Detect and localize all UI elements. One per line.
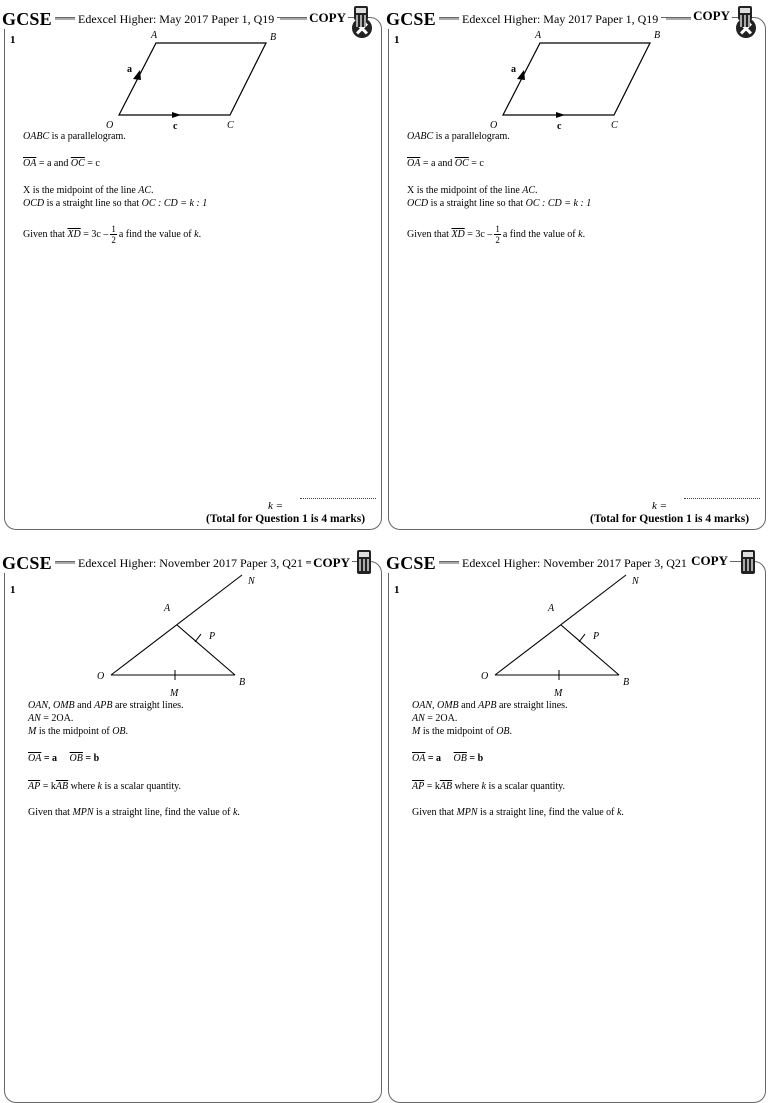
text-vectors: $\overline{OA} = a$ and $\overline{OC} = c$ <box>23 158 100 169</box>
label-B: B <box>270 32 277 43</box>
svg-text:C: C <box>611 120 618 131</box>
question-number: 1 <box>394 584 400 596</box>
svg-text:P: P <box>209 631 216 642</box>
question-card-q21-right <box>384 544 768 1064</box>
text-midpoint: X is the midpoint of the line AC. <box>407 185 538 196</box>
label-A: A <box>151 30 158 41</box>
svg-text:A: A <box>535 30 542 41</box>
text-vectors: $\overline{OA} = a$ $\overline{OB} = b$ <box>412 753 484 764</box>
label-C: C <box>227 120 234 131</box>
svg-text:M: M <box>170 688 179 699</box>
triangle-diagram <box>0 544 384 714</box>
text-straight-lines: OAN, OMB and APB are straight lines. <box>28 700 184 711</box>
svg-text:O: O <box>97 671 105 682</box>
gcse-brand: GCSE <box>386 9 439 29</box>
answer-line[interactable] <box>300 498 376 499</box>
copy-label: COPY <box>693 8 730 23</box>
parallelogram-shape <box>119 43 266 115</box>
text-given: Given that MPN is a straight line, find the value of k. <box>412 807 624 818</box>
text-given: Given that $\overline{XD} = 3c$ – $\frac{1}{2}$ a find the value of k. <box>23 224 202 245</box>
text-ap: $\overline{AP} = k\overline{AB}$ where k is a scalar quantity. <box>412 781 566 792</box>
text-vectors: $\overline{OA} = a$ and $\overline{OC} = c$ <box>407 158 484 169</box>
question-source: Edexcel Higher: November 2017 Paper 3, Q21 <box>75 556 306 570</box>
question-number: 1 <box>10 34 16 46</box>
gcse-brand: GCSE <box>386 553 439 573</box>
text-straight-line: OCD is a straight line so that OC : CD = k : 1 <box>407 198 592 209</box>
svg-text:B: B <box>623 677 630 688</box>
svg-text:A: A <box>164 603 171 614</box>
text-vectors: $\overline{OA} = a$ $\overline{OB} = b$ <box>28 753 100 764</box>
question-card-q19-left <box>0 0 384 525</box>
arrow-c <box>172 112 181 118</box>
total-marks: (Total for Question 1 is 4 marks) <box>206 513 366 525</box>
text-an: AN = 2OA. <box>28 713 74 724</box>
svg-text:O: O <box>490 120 498 131</box>
text-parallelogram: OABC is a parallelogram. <box>23 131 126 142</box>
svg-text:B: B <box>239 677 246 688</box>
text-midpoint: M is the midpoint of OB. <box>412 726 513 737</box>
triangle-diagram <box>384 544 768 714</box>
text-an: AN = 2OA. <box>412 713 458 724</box>
svg-text:a: a <box>511 64 516 75</box>
arrow-a <box>133 70 141 80</box>
answer-label: k = <box>652 500 668 512</box>
question-source: Edexcel Higher: November 2017 Paper 3, Q21 <box>459 556 690 570</box>
text-midpoint: X is the midpoint of the line AC. <box>23 185 154 196</box>
question-card-q21-left <box>0 544 384 1064</box>
text-given: Given that $\overline{XD} = 3c$ – $\frac{1}{2}$ a find the value of k. <box>407 224 586 245</box>
svg-text:P: P <box>593 631 600 642</box>
question-source: Edexcel Higher: May 2017 Paper 1, Q19 <box>459 12 661 26</box>
label-O: O <box>106 120 114 131</box>
gcse-brand: GCSE <box>2 553 55 573</box>
svg-text:M: M <box>554 688 563 699</box>
svg-text:O: O <box>481 671 489 682</box>
parallelogram-diagram <box>384 0 768 140</box>
answer-label: k = <box>268 500 284 512</box>
copy-label: COPY <box>691 553 728 568</box>
question-source: Edexcel Higher: May 2017 Paper 1, Q19 <box>75 12 277 26</box>
label-vec-a: a <box>127 64 132 75</box>
copy-label: COPY <box>313 555 350 570</box>
total-marks: (Total for Question 1 is 4 marks) <box>590 513 750 525</box>
svg-text:B: B <box>654 30 661 41</box>
answer-line[interactable] <box>684 498 760 499</box>
text-straight-line: OCD is a straight line so that OC : CD = k : 1 <box>23 198 208 209</box>
text-straight-lines: OAN, OMB and APB are straight lines. <box>412 700 568 711</box>
label-vec-c: c <box>173 121 178 132</box>
text-parallelogram: OABC is a parallelogram. <box>407 131 510 142</box>
copy-label: COPY <box>309 10 346 25</box>
gcse-brand: GCSE <box>2 9 55 29</box>
question-card-q19-right <box>384 0 768 525</box>
text-midpoint: M is the midpoint of OB. <box>28 726 129 737</box>
parallelogram-diagram <box>0 0 384 140</box>
text-given: Given that MPN is a straight line, find the value of k. <box>28 807 240 818</box>
question-number: 1 <box>394 34 400 46</box>
svg-text:N: N <box>632 576 639 587</box>
svg-text:N: N <box>248 576 255 587</box>
svg-text:A: A <box>548 603 555 614</box>
question-number: 1 <box>10 584 16 596</box>
text-ap: $\overline{AP} = k\overline{AB}$ where k is a scalar quantity. <box>28 781 182 792</box>
svg-text:c: c <box>557 121 562 132</box>
